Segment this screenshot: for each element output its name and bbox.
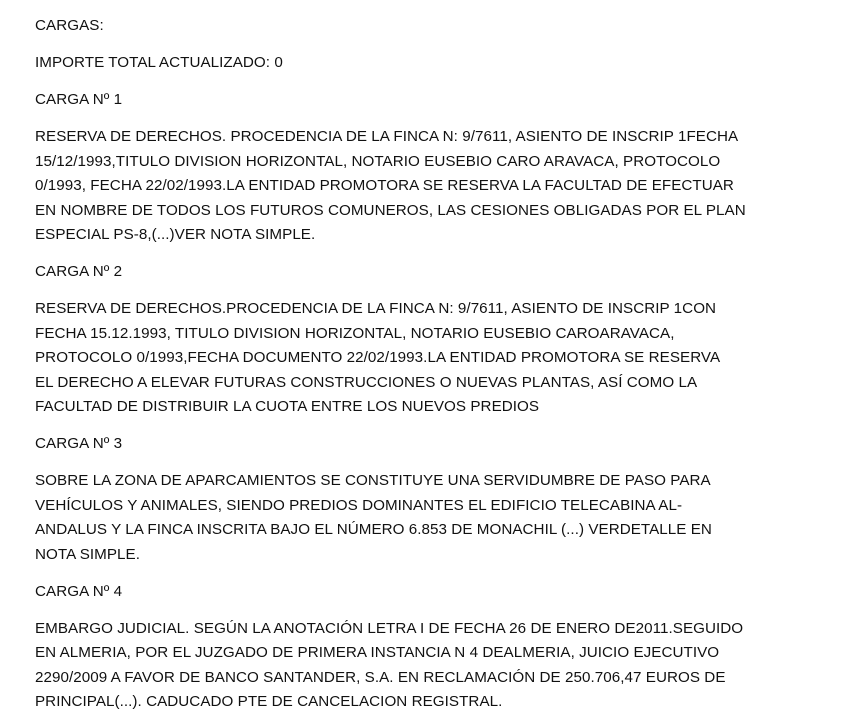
carga-2-title: CARGA Nº 2 bbox=[35, 263, 123, 280]
text-line: SOBRE LA ZONA DE APARCAMIENTOS SE CONSTITUYE UNA SERVIDUMBRE DE PASO PARA bbox=[35, 472, 711, 489]
section-heading: CARGAS: bbox=[35, 17, 104, 34]
carga-2-text bbox=[35, 297, 775, 420]
text-line: EN NOMBRE DE TODOS LOS FUTUROS COMUNEROS, LAS CESIONES OBLIGADAS POR EL PLAN bbox=[35, 201, 746, 219]
total-amount: IMPORTE TOTAL ACTUALIZADO: 0 bbox=[35, 54, 283, 71]
text-line: PROTOCOLO 0/1993,FECHA DOCUMENTO 22/02/1993.LA ENTIDAD PROMOTORA SE RESERVA bbox=[35, 349, 721, 366]
text-line: 15/12/1993,TITULO DIVISION HORIZONTAL, NOTARIO EUSEBIO CARO ARAVACA, PROTOCOLO bbox=[35, 152, 721, 170]
text-line: 2290/2009 A FAVOR DE BANCO SANTANDER, S.A. EN RECLAMACIÓN DE 250.706,47 EUROS DE bbox=[35, 668, 726, 686]
carga-3-text bbox=[35, 469, 775, 567]
carga-3-title: CARGA Nº 3 bbox=[35, 435, 123, 452]
text-line: RESERVA DE DERECHOS. PROCEDENCIA DE LA FINCA N: 9/7611, ASIENTO DE INSCRIP 1FECHA bbox=[35, 128, 739, 145]
text-line: ANDALUS Y LA FINCA INSCRITA BAJO EL NÚMERO 6.853 DE MONACHIL (...) VERDETALLE EN bbox=[35, 521, 712, 538]
text-line: 0/1993, FECHA 22/02/1993.LA ENTIDAD PROMOTORA SE RESERVA LA FACULTAD DE EFECTUAR bbox=[35, 177, 734, 194]
carga-1-title: CARGA Nº 1 bbox=[35, 91, 123, 108]
text-line: EN ALMERIA, POR EL JUZGADO DE PRIMERA INSTANCIA N 4 DEALMERIA, JUICIO EJECUTIVO bbox=[35, 644, 720, 661]
text-line: FACULTAD DE DISTRIBUIR LA CUOTA ENTRE LOS NUEVOS PREDIOS bbox=[35, 398, 540, 415]
text-line: NOTA SIMPLE. bbox=[35, 545, 140, 563]
text-line: VEHÍCULOS Y ANIMALES, SIENDO PREDIOS DOMINANTES EL EDIFICIO TELECABINA AL- bbox=[35, 496, 683, 514]
text-line: EMBARGO JUDICIAL. SEGÚN LA ANOTACIÓN LETRA I DE FECHA 26 DE ENERO DE2011.SEGUIDO bbox=[35, 619, 744, 637]
text-line: ESPECIAL PS-8,(...)VER NOTA SIMPLE. bbox=[35, 226, 316, 243]
carga-4-text bbox=[35, 617, 775, 715]
text-line: RESERVA DE DERECHOS.PROCEDENCIA DE LA FINCA N: 9/7611, ASIENTO DE INSCRIP 1CON bbox=[35, 300, 717, 317]
text-line: FECHA 15.12.1993, TITULO DIVISION HORIZONTAL, NOTARIO EUSEBIO CAROARAVACA, bbox=[35, 324, 675, 342]
text-line: EL DERECHO A ELEVAR FUTURAS CONSTRUCCIONES O NUEVAS PLANTAS, ASÍ COMO LA bbox=[35, 373, 698, 391]
document-body bbox=[35, 14, 775, 727]
text-line: PRINCIPAL(...). CADUCADO PTE DE CANCELACION REGISTRAL. bbox=[35, 693, 503, 710]
carga-1-text bbox=[35, 125, 775, 248]
carga-4-title: CARGA Nº 4 bbox=[35, 582, 123, 600]
